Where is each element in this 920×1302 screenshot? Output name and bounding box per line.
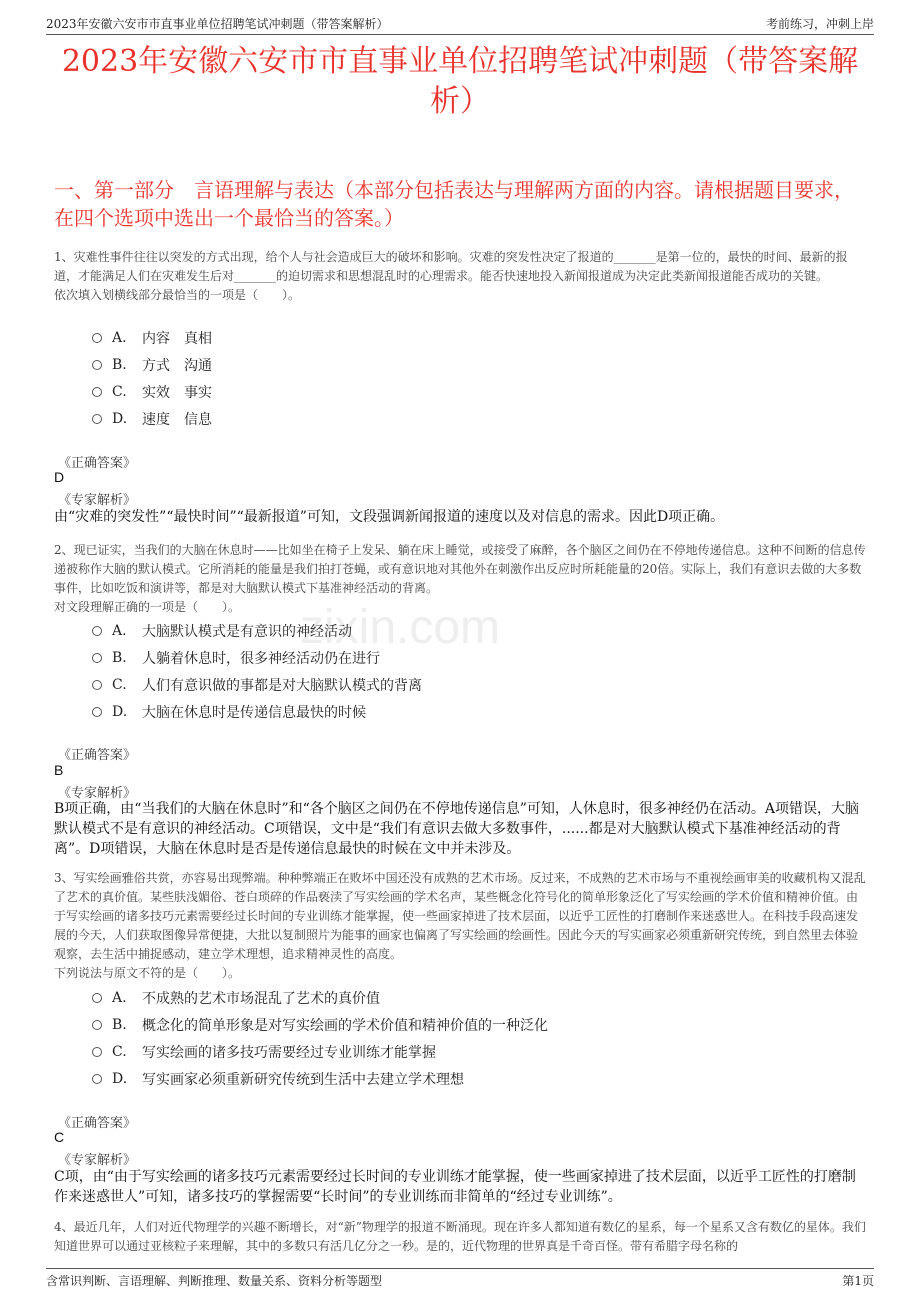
- analysis-heading: 《专家解析》: [58, 786, 137, 801]
- page-header: [46, 10, 874, 35]
- radio-icon[interactable]: [92, 1074, 102, 1084]
- question-1-option-d[interactable]: [92, 409, 212, 429]
- question-stem-text: 1、灾难性事件往往以突发的方式出现，给个人与社会造成巨大的破坏和影响。灾难的突发性决定了报道的_______是第一位的，最快的时间、最新的报道，才能满足人们在灾难发生后对_______的迫切需求和思想混乱时的心理需求。能否快速地投入新闻报道成为决定此类新闻报道能否成功的关键。: [54, 250, 848, 283]
- option-text: 大脑默认模式是有意识的神经活动: [142, 624, 352, 640]
- page-number: 第1页: [842, 1273, 874, 1288]
- question-1-option-a[interactable]: [92, 328, 212, 348]
- question-ask-text: 对文段理解正确的一项是（ ）。: [54, 600, 241, 614]
- answer-heading: 《正确答案》: [58, 456, 137, 471]
- radio-icon[interactable]: [92, 653, 102, 663]
- question-1-option-c[interactable]: [92, 382, 212, 402]
- question-1-stem: [54, 248, 866, 305]
- question-2-option-a[interactable]: [92, 621, 352, 641]
- radio-icon[interactable]: [92, 360, 102, 370]
- option-text: 大脑在休息时是传递信息最快的时候: [142, 705, 366, 721]
- header-slogan: 考前练习，冲刺上岸: [765, 17, 874, 31]
- question-2-stem: [54, 541, 866, 617]
- radio-icon[interactable]: [92, 333, 102, 343]
- option-letter: D.: [112, 704, 128, 720]
- option-text: 写实绘画的诸多技巧需要经过专业训练才能掌握: [142, 1045, 436, 1061]
- radio-icon[interactable]: [92, 993, 102, 1003]
- question-ask-text: 下列说法与原文不符的是（ ）。: [54, 966, 241, 980]
- option-letter: C.: [112, 677, 127, 693]
- question-3-option-d[interactable]: [92, 1069, 464, 1089]
- option-letter: A.: [112, 990, 127, 1006]
- question-3-option-b[interactable]: [92, 1015, 548, 1035]
- correct-answer: B: [54, 762, 64, 778]
- correct-answer: C: [54, 1129, 65, 1145]
- question-2-option-d[interactable]: [92, 702, 366, 722]
- option-text: 不成熟的艺术市场混乱了艺术的真价值: [142, 991, 380, 1007]
- option-text: 内容 真相: [142, 331, 212, 347]
- answer-heading: 《正确答案》: [58, 1116, 137, 1131]
- radio-icon[interactable]: [92, 626, 102, 636]
- option-letter: C.: [112, 384, 127, 400]
- question-3-option-c[interactable]: [92, 1042, 436, 1062]
- option-text: 速度 信息: [142, 412, 212, 428]
- analysis-heading: 《专家解析》: [58, 1153, 137, 1168]
- answer-heading: 《正确答案》: [58, 748, 137, 763]
- radio-icon[interactable]: [92, 1047, 102, 1057]
- question-ask-text: 依次填入划横线部分最恰当的一项是（ ）。: [54, 288, 301, 302]
- section-heading: 一、第一部分 言语理解与表达（本部分包括表达与理解两方面的内容。请根据题目要求，在四个选项中选出一个最恰当的答案。）: [54, 178, 854, 230]
- question-2-option-c[interactable]: [92, 675, 422, 695]
- option-text: 方式 沟通: [142, 358, 212, 374]
- radio-icon[interactable]: [92, 1020, 102, 1030]
- page-footer: [46, 1268, 874, 1291]
- question-stem-text: 2、现已证实，当我们的大脑在休息时——比如坐在椅子上发呆、躺在床上睡觉，或接受了麻醉，各个脑区之间仍在不停地传递信息。这种不间断的信息传递被称作大脑的默认模式。它所消耗的能量是我们拍打苍蝇，或有意识地对其他外在刺激作出反应时所耗能量的20倍。实际上，我们有意识去做的大多数事件，比如吃饭和演讲等，都是对大脑默认模式下基准神经活动的背离。: [54, 543, 866, 595]
- analysis-text: B项正确，由“当我们的大脑在休息时”和“各个脑区之间仍在不停地传递信息”可知，人休息时，很多神经仍在活动。A项错误，大脑默认模式不是有意识的神经活动。C项错误，文中是“我们有意识去做大多数事件，......都是对大脑默认模式下基准神经活动的背离”。D项错误，大脑在休息时是否是传递信息最快的时候在文中并未涉及。: [54, 801, 860, 857]
- radio-icon[interactable]: [92, 387, 102, 397]
- option-letter: D.: [112, 1071, 128, 1087]
- question-stem-text: 3、写实绘画雅俗共赏，亦容易出现弊端。种种弊端正在败坏中国还没有成熟的艺术市场。反过来，不成熟的艺术市场与不重视绘画审美的收藏机构又混乱了艺术的真价值。某些肤浅媚俗、苍白琐碎的作品亵渎了写实绘画的学术名声，某些概念化符号化的简单形象泛化了写实绘画的学术价值和精神价值。由于写实绘画的诸多技巧元素需要经过长时间的专业训练才能掌握，使一些画家掉进了技术层面，以近乎工匠性的打磨制作来迷惑世人。在科技手段高速发展的今天，人们获取图像异常便捷，大批以复制照片为能事的画家也偏离了写实绘画的绘画性。因此今天的写实画家必须重新研究传统，到自然里去体验观察，去生活中捕捉感动，建立学术理想，追求精神灵性的高度。: [54, 871, 866, 961]
- radio-icon[interactable]: [92, 414, 102, 424]
- option-letter: B.: [112, 357, 127, 373]
- option-letter: A.: [112, 623, 127, 639]
- radio-icon[interactable]: [92, 680, 102, 690]
- question-1-option-b[interactable]: [92, 355, 212, 375]
- analysis-text: C项，由“由于写实绘画的诸多技巧元素需要经过长时间的专业训练才能掌握，使一些画家掉进了技术层面，以近乎工匠性的打磨制作来迷惑世人”可知，诸多技巧的掌握需要“长时间”的专业训练而非简单的“经过专业训练”。: [54, 1169, 856, 1205]
- option-text: 概念化的简单形象是对写实绘画的学术价值和精神价值的一种泛化: [142, 1018, 548, 1034]
- correct-answer: D: [54, 469, 65, 485]
- option-text: 人躺着休息时，很多神经活动仍在进行: [142, 651, 380, 667]
- watermark: zixin.com: [300, 601, 501, 654]
- radio-icon[interactable]: [92, 707, 102, 717]
- analysis-heading: 《专家解析》: [58, 493, 137, 508]
- option-text: 人们有意识做的事都是对大脑默认模式的背离: [142, 678, 422, 694]
- option-text: 实效 事实: [142, 385, 212, 401]
- header-doc-title: 2023年安徽六安市市直事业单位招聘笔试冲刺题（带答案解析）: [46, 17, 389, 31]
- page-title: 2023年安徽六安市市直事业单位招聘笔试冲刺题（带答案解析）: [61, 44, 859, 119]
- option-letter: B.: [112, 650, 127, 666]
- question-4-stem: [54, 1218, 866, 1258]
- question-3-stem: [54, 869, 866, 983]
- option-letter: A.: [112, 330, 127, 346]
- option-letter: D.: [112, 411, 128, 427]
- question-3-option-a[interactable]: [92, 988, 380, 1008]
- option-text: 写实画家必须重新研究传统到生活中去建立学术理想: [142, 1072, 464, 1088]
- question-stem-text: 4、最近几年，人们对近代物理学的兴趣不断增长，对“新”物理学的报道不断涌现。现在许多人都知道有数亿的星系，每一个星系又含有数亿的星体。我们知道世界可以通过亚核粒子来理解，其中的多数只有活几亿分之一秒。是的，近代物理的世界真是千奇百怪。带有希腊字母名称的: [54, 1220, 866, 1253]
- option-letter: C.: [112, 1044, 127, 1060]
- option-letter: B.: [112, 1017, 127, 1033]
- analysis-text: 由“灾难的突发性”“最快时间”“最新报道”可知，文段强调新闻报道的速度以及对信息的需求。因此D项正确。: [54, 509, 725, 525]
- question-2-option-b[interactable]: [92, 648, 380, 668]
- footer-note: 含常识判断、言语理解、判断推理、数量关系、资料分析等题型: [46, 1273, 383, 1288]
